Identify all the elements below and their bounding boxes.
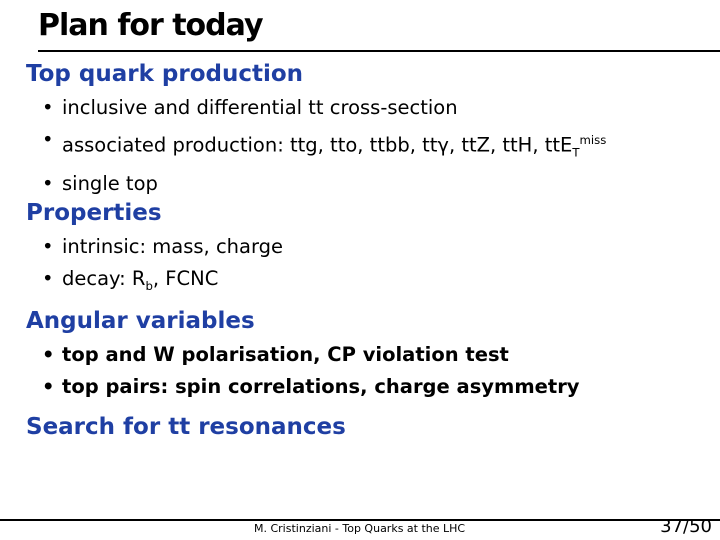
bullet-icon: • (42, 235, 54, 258)
list-item (42, 168, 606, 200)
section-heading-properties: Properties (26, 200, 162, 226)
slide-title: Plan for today (38, 8, 263, 43)
bullet-list-properties (42, 231, 283, 302)
bullet-text: inclusive and differential tt cross-section (62, 96, 458, 119)
bullet-icon: • (42, 172, 54, 196)
bullet-text: intrinsic: mass, charge (62, 235, 284, 258)
bullet-text: top pairs: spin correlations, charge asymmetry (62, 375, 580, 398)
footer-text: M. Cristinziani - Top Quarks at the LHC (254, 522, 466, 535)
list-item (42, 339, 580, 371)
superscript: miss (579, 133, 607, 147)
bullet-icon: • (42, 343, 55, 366)
bullet-list-top-quark-production (42, 92, 606, 200)
bullet-icon: • (42, 267, 54, 290)
bullet-icon: • (42, 96, 54, 119)
subscript: b (145, 278, 153, 293)
title-divider (38, 50, 720, 52)
list-item (42, 92, 606, 124)
page-number: 37/50 (660, 516, 712, 537)
section-heading-search-resonances: Search for tt resonances (26, 414, 346, 440)
subscript: T (572, 145, 580, 160)
bullet-text: top and W polarisation, CP violation test (62, 343, 509, 366)
bullet-text-tail: , FCNC (152, 267, 219, 290)
bullet-icon: • (42, 128, 54, 151)
list-item (42, 371, 580, 403)
bullet-icon: • (42, 375, 55, 398)
bullet-list-angular-variables (42, 339, 580, 403)
list-item (42, 231, 283, 263)
list-item (42, 124, 606, 168)
list-item (42, 263, 283, 302)
bullet-text: associated production: ttg, tto, ttbb, ttγ, ttZ, ttH, ttE (62, 133, 573, 157)
section-heading-top-quark-production: Top quark production (26, 61, 304, 87)
bullet-text: single top (62, 172, 158, 196)
bullet-text: decay: R (62, 267, 146, 290)
section-heading-angular-variables: Angular variables (26, 308, 255, 334)
